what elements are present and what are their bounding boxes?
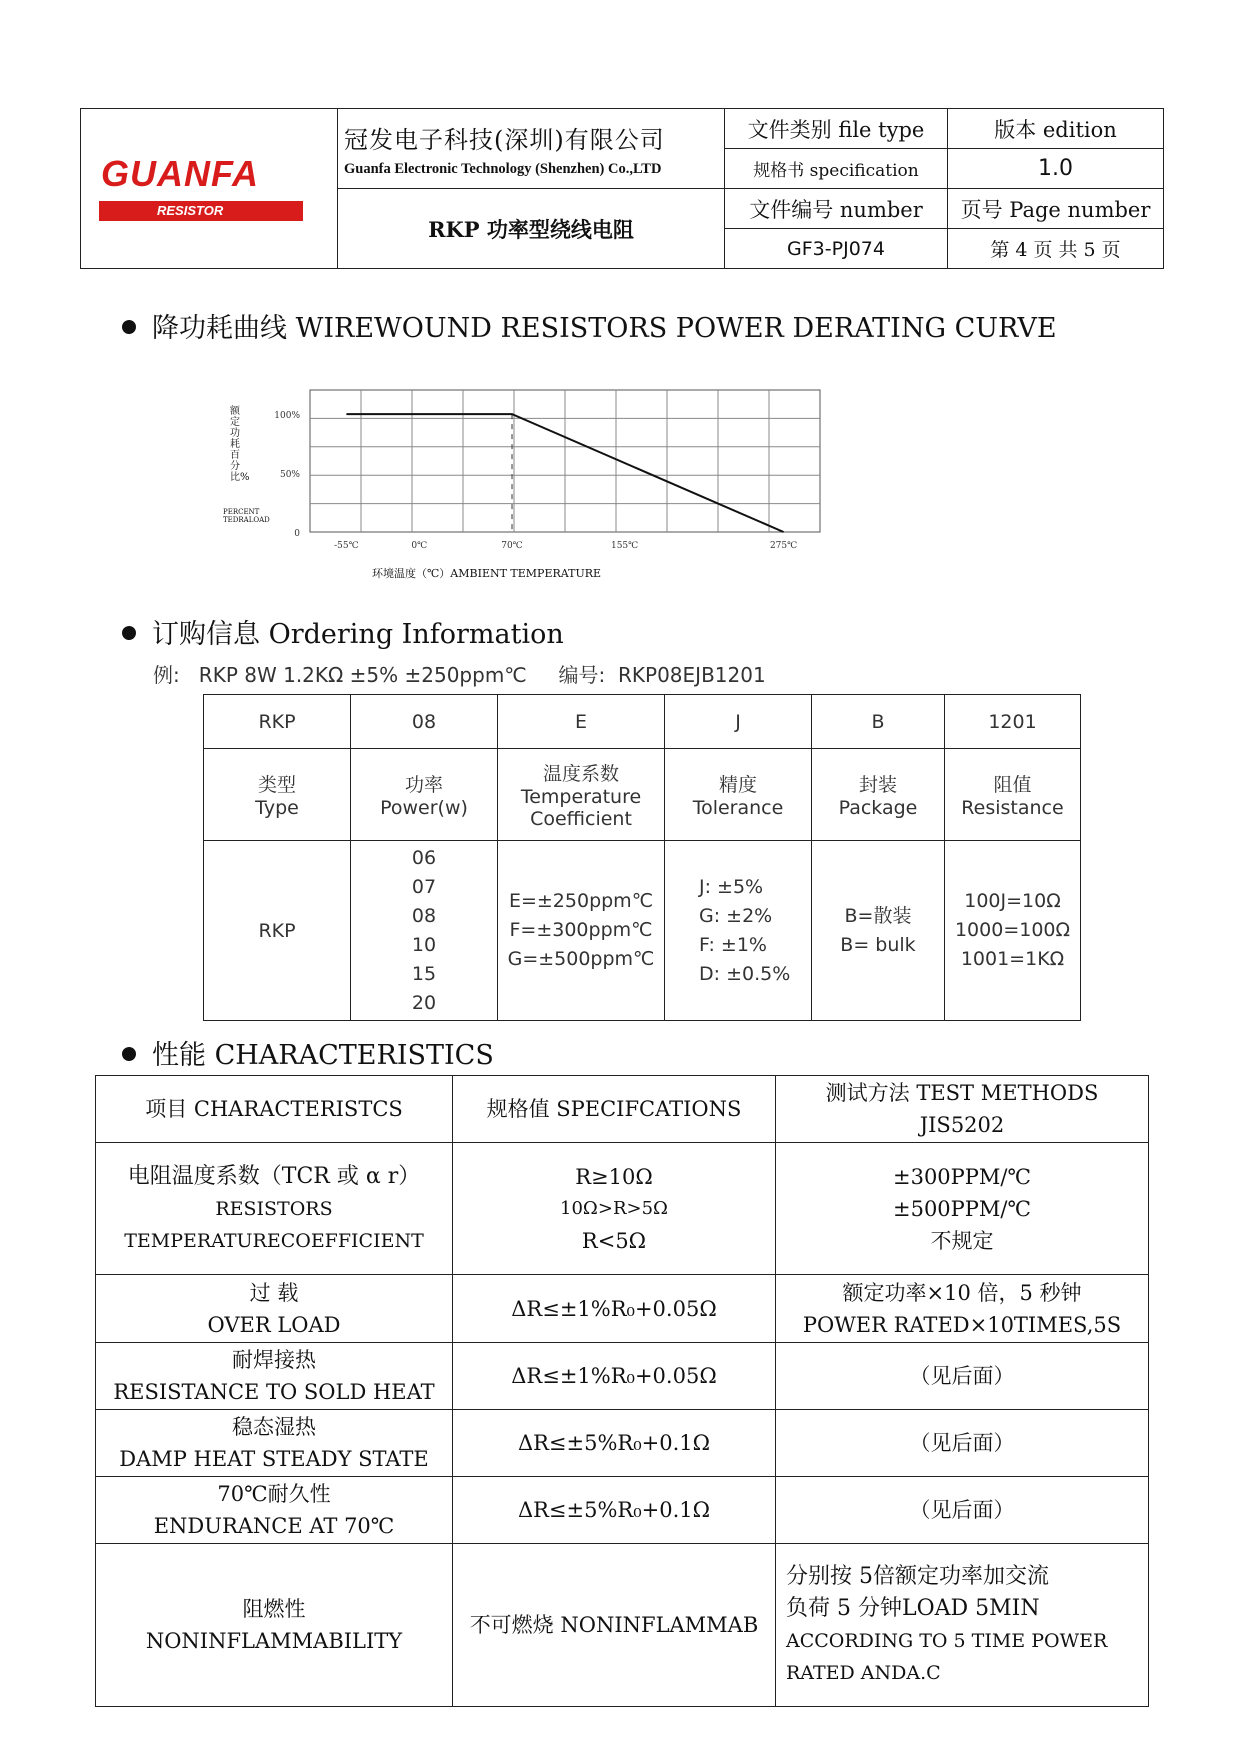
code-tcr: E — [498, 695, 665, 749]
tcr-option: F=±300ppm℃ — [509, 919, 653, 941]
bullet-icon — [122, 626, 136, 640]
page-label: 页号 Page number — [948, 189, 1164, 229]
company-name-cn: 冠发电子科技(深圳)有限公司 — [344, 125, 665, 154]
logo-subtitle: RESISTOR — [99, 201, 303, 221]
tolerance-list — [665, 841, 812, 1021]
x-tick-label: -55℃ — [334, 541, 359, 551]
tolerance-option: G: ±2% — [699, 904, 773, 927]
y-tick-label: 0 — [294, 529, 300, 539]
table-row — [96, 1342, 1149, 1409]
resistance-option: 100J=10Ω — [964, 890, 1061, 912]
spec-value: 不可燃烧 NONINFLAMMAB — [453, 1544, 776, 1707]
table-row — [96, 1143, 1149, 1275]
table-row — [96, 1476, 1149, 1543]
item-en: DAMP HEAT STEADY STATE — [119, 1446, 429, 1471]
header-tolerance-en: Tolerance — [692, 797, 784, 819]
method-value: POWER RATED×10TIMES,5S — [802, 1312, 1122, 1337]
y-axis-label-en-2: TEDRALOAD — [223, 516, 270, 524]
tcr-option: E=±250ppm℃ — [508, 890, 654, 912]
edition-value: 1.0 — [948, 149, 1164, 189]
document-title: RKP 功率型绕线电阻 — [338, 189, 725, 269]
item-cn: 稳态湿热 — [232, 1414, 316, 1439]
spec-value: ΔR≤±5%R₀+0.1Ω — [453, 1409, 776, 1476]
method-value: RATED ANDA.C — [786, 1662, 941, 1685]
section-ordering-title: 订购信息 Ordering Information — [122, 612, 564, 651]
header-resistance-en: Resistance — [961, 797, 1064, 819]
tolerance-option: F: ±1% — [699, 933, 767, 956]
item-en: RESISTANCE TO SOLD HEAT — [113, 1379, 435, 1404]
x-tick-label: 0℃ — [411, 541, 428, 551]
col-header-method — [776, 1076, 1149, 1143]
tolerance-option: J: ±5% — [699, 875, 764, 898]
col-header-method-2: JIS5202 — [919, 1113, 1005, 1138]
header-tcr-en: Temperature — [520, 786, 642, 808]
power-option: 06 — [411, 846, 437, 869]
power-option: 15 — [411, 962, 437, 985]
method-value: （见后面） — [776, 1342, 1149, 1409]
item-en: RESISTORS — [215, 1197, 333, 1220]
company-logo: GUANFA — [101, 153, 259, 194]
item-en: ENDURANCE AT 70℃ — [153, 1514, 395, 1538]
code-tolerance: J — [665, 695, 812, 749]
col-header-spec: 规格值 SPECIFCATIONS — [453, 1076, 776, 1143]
tolerance-option: D: ±0.5% — [699, 962, 791, 985]
header-tcr-en2: Coefficient — [530, 808, 632, 830]
power-list — [351, 841, 498, 1021]
method-value: ACCORDING TO 5 TIME POWER — [786, 1630, 1108, 1653]
bullet-icon — [122, 1047, 136, 1061]
header-package-en: Package — [838, 797, 918, 819]
derating-chart-svg — [220, 384, 860, 584]
spec-value: R<5Ω — [581, 1228, 647, 1253]
resistance-option: 1000=100Ω — [954, 919, 1071, 941]
method-value: 额定功率×10 倍，5 秒钟 — [842, 1280, 1082, 1305]
characteristics-table — [95, 1075, 1149, 1707]
col-header-method-1: 测试方法 TEST METHODS — [825, 1081, 1099, 1106]
code-type: RKP — [204, 695, 351, 749]
item-en: OVER LOAD — [207, 1312, 341, 1337]
item-cn: 70℃耐久性 — [217, 1482, 331, 1506]
spec-value: R≥10Ω — [575, 1164, 653, 1189]
x-tick-label: 275℃ — [769, 541, 798, 551]
spec-value: ΔR≤±5%R₀+0.1Ω — [453, 1476, 776, 1543]
code-power: 08 — [351, 695, 498, 749]
header-package-cn: 封装 — [858, 774, 897, 796]
code-resistance: 1201 — [945, 695, 1081, 749]
y-axis-label-en-1: PERCENT — [223, 508, 260, 516]
package-list — [812, 841, 945, 1021]
bullet-icon — [122, 320, 136, 334]
header-power-cn: 功率 — [404, 774, 443, 796]
company-name-en: Guanfa Electronic Technology (Shenzhen) Co.,LTD — [344, 160, 662, 177]
edition-label: 版本 edition — [948, 109, 1164, 149]
section-derating-title: 降功耗曲线 WIREWOUND RESISTORS POWER DERATING CURVE — [122, 306, 1057, 345]
table-row — [96, 1409, 1149, 1476]
power-option: 07 — [411, 875, 437, 898]
spec-value: ΔR≤±1%R₀+0.05Ω — [453, 1275, 776, 1342]
resistance-list — [945, 841, 1081, 1021]
y-axis-label-cn: 额定功耗百分比% — [230, 406, 250, 483]
table-row — [96, 1275, 1149, 1342]
number-label: 文件编号 number — [725, 189, 948, 229]
x-tick-label: 155℃ — [610, 541, 639, 551]
ordering-example: 例: RKP 8W 1.2KΩ ±5% ±250ppm℃ 编号: RKP08EJB1201 — [153, 663, 766, 687]
header-tcr-cn: 温度系数 — [542, 763, 619, 785]
method-value: （见后面） — [776, 1476, 1149, 1543]
header-power-en: Power(w) — [380, 797, 468, 819]
method-value: 负荷 5 分钟LOAD 5MIN — [786, 1596, 1040, 1622]
power-option: 10 — [411, 933, 437, 956]
method-value: ±300PPM/℃ — [892, 1164, 1031, 1189]
file-type-label: 文件类别 file type — [725, 109, 948, 149]
logo-cell — [81, 109, 338, 269]
header-type-en: Type — [255, 797, 299, 819]
page-number: 第 4 页 共 5 页 — [948, 229, 1164, 269]
power-option: 20 — [411, 991, 437, 1014]
section-characteristics-title: 性能 CHARACTERISTICS — [122, 1033, 494, 1072]
file-type-value: 规格书 specification — [725, 149, 948, 189]
package-option: B=散装 — [844, 904, 912, 927]
item-cn: 耐焊接热 — [232, 1347, 316, 1372]
method-value: 不规定 — [930, 1228, 994, 1253]
ordering-table — [203, 694, 1081, 1021]
derating-chart — [220, 384, 860, 584]
code-package: B — [812, 695, 945, 749]
method-value: 分别按 5倍额定功率加交流 — [786, 1564, 1049, 1590]
x-axis-label: 环境温度（℃）AMBIENT TEMPERATURE — [372, 567, 602, 580]
tcr-list — [498, 841, 665, 1021]
y-tick-label: 100% — [274, 411, 300, 422]
item-cn: 过 载 — [249, 1280, 299, 1305]
y-tick-label: 50% — [279, 470, 300, 481]
item-cn: 阻燃性 — [242, 1597, 306, 1622]
item-en: TEMPERATURECOEFFICIENT — [124, 1229, 424, 1252]
x-tick-label: 70℃ — [501, 541, 523, 551]
document-header — [80, 108, 1164, 269]
type-value: RKP — [204, 841, 351, 1021]
resistance-option: 1001=1KΩ — [960, 948, 1065, 970]
col-header-item: 项目 CHARACTERISTCS — [96, 1076, 453, 1143]
item-en: NONINFLAMMABILITY — [145, 1629, 403, 1654]
document-number: GF3-PJ074 — [725, 229, 948, 269]
item-cn: 电阻温度系数（TCR 或 α r） — [127, 1163, 421, 1189]
spec-value: ΔR≤±1%R₀+0.05Ω — [453, 1342, 776, 1409]
method-value: ±500PPM/℃ — [892, 1196, 1031, 1221]
method-value: （见后面） — [776, 1409, 1149, 1476]
spec-value: 10Ω>R>5Ω — [560, 1197, 668, 1219]
table-row — [96, 1544, 1149, 1707]
package-option: B= bulk — [840, 933, 916, 956]
header-resistance-cn: 阻值 — [993, 774, 1032, 796]
header-tolerance-cn: 精度 — [718, 774, 757, 796]
tcr-option: G=±500ppm℃ — [507, 948, 655, 970]
power-option: 08 — [411, 904, 437, 927]
header-type-cn: 类型 — [257, 774, 296, 796]
